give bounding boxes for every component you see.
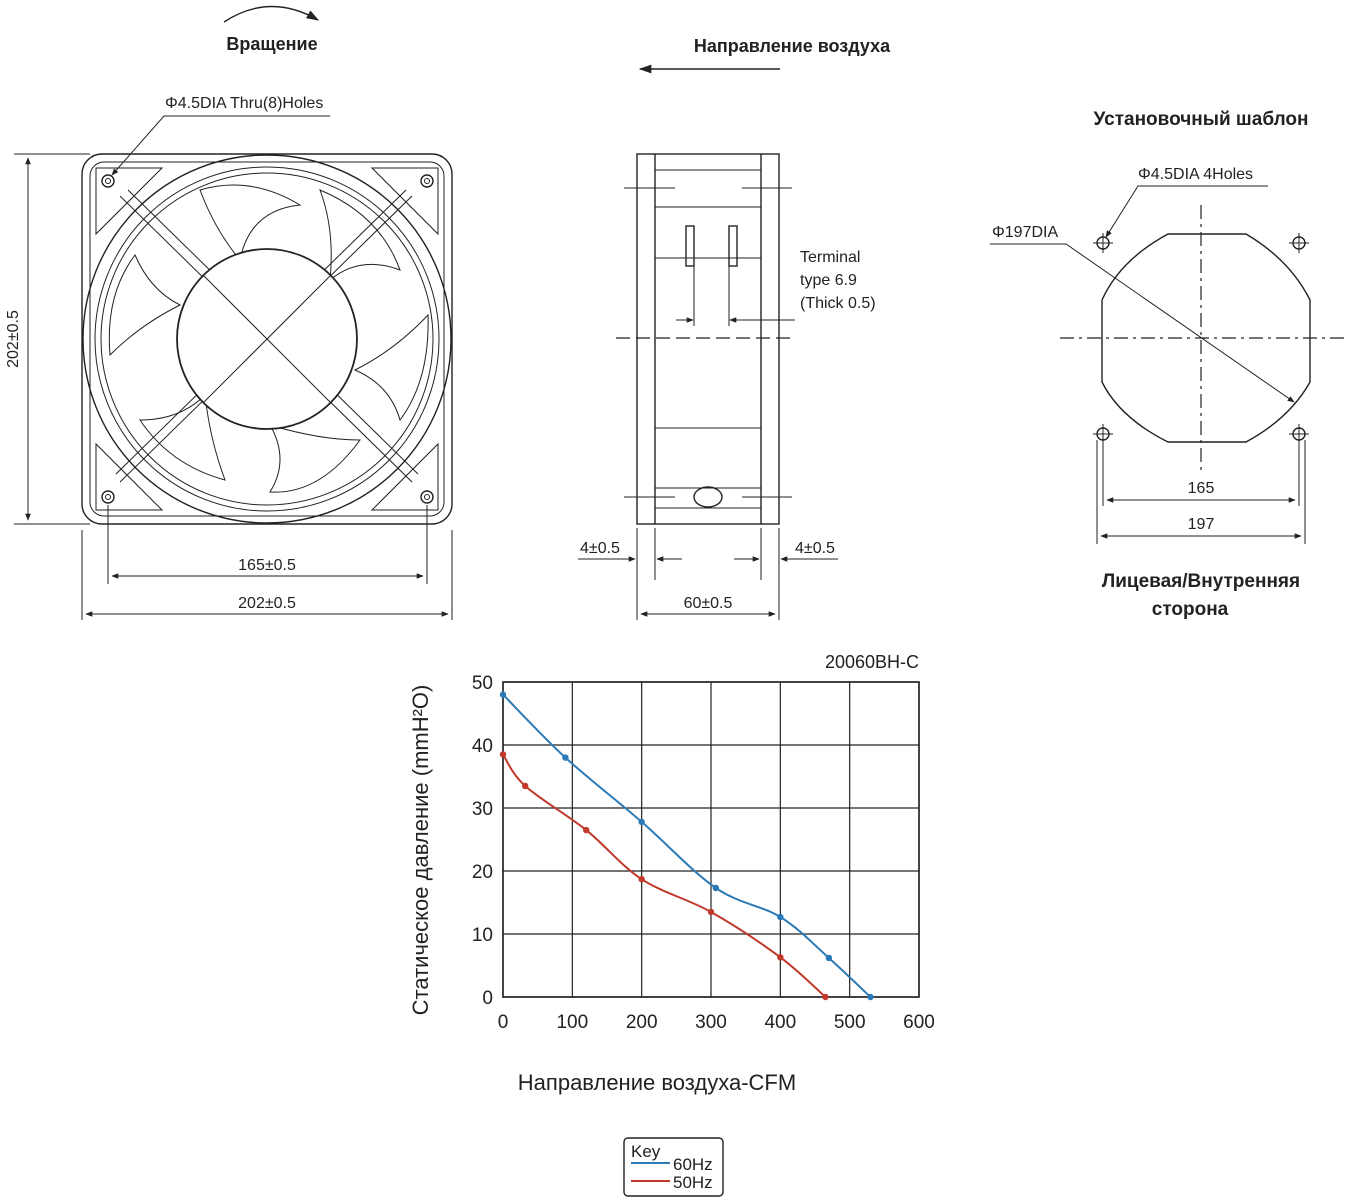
template-hole-spacing-dim: 165 (1187, 480, 1215, 497)
chart-ylabel: Статическое давление (mmH²O) (408, 684, 433, 1016)
data-point-50hz (708, 909, 714, 915)
terminal-label-line1: Terminal (800, 249, 861, 266)
series-line-50hz (503, 754, 825, 997)
template-title: Установочный шаблон (1093, 109, 1309, 130)
y-tick-label: 30 (471, 799, 493, 820)
data-point-60hz (562, 754, 568, 760)
chart-ticks (472, 673, 935, 1033)
template-side-label-line1: Лицевая/Внутренняя (1101, 571, 1301, 592)
performance-chart (408, 652, 935, 1196)
front-width-dim: 202±0.5 (238, 595, 296, 612)
data-point-60hz (500, 691, 506, 697)
chart-title: 20060BH-C (824, 652, 919, 672)
terminal-label-line2: type 6.9 (800, 272, 857, 289)
chart-xlabel: Направление воздуха-CFM (517, 1070, 797, 1095)
x-tick-label: 600 (903, 1012, 935, 1033)
fan-side-body (637, 154, 779, 524)
x-tick-label: 0 (497, 1012, 509, 1033)
rotation-label: Вращение (226, 34, 318, 54)
y-tick-label: 50 (471, 673, 493, 694)
front-holes-label: Φ4.5DIA Thru(8)Holes (165, 95, 324, 112)
legend-title: Key (631, 1142, 661, 1161)
series-line-60hz (503, 695, 870, 997)
y-tick-label: 40 (471, 736, 493, 757)
data-point-50hz (777, 954, 783, 960)
data-point-50hz (822, 994, 828, 1000)
terminal-pins (686, 226, 694, 266)
x-tick-label: 300 (695, 1012, 727, 1033)
front-hole-spacing-dim: 165±0.5 (238, 557, 296, 574)
y-tick-label: 10 (471, 925, 493, 946)
data-point-50hz (500, 751, 506, 757)
data-point-50hz (638, 876, 644, 882)
side-depth-dim: 60±0.5 (683, 595, 733, 612)
front-view (5, 6, 452, 620)
terminal-label-line3: (Thick 0.5) (800, 295, 876, 312)
x-tick-label: 200 (625, 1012, 658, 1033)
data-point-50hz (583, 827, 589, 833)
data-point-60hz (826, 955, 832, 961)
side-view (578, 36, 891, 620)
x-tick-label: 500 (833, 1012, 866, 1033)
flange-right-dim: 4±0.5 (795, 540, 835, 557)
legend-label-60hz: 60Hz (673, 1155, 713, 1174)
data-point-50hz (522, 783, 528, 789)
mounting-template (990, 109, 1346, 620)
data-point-60hz (638, 819, 644, 825)
airflow-label: Направление воздуха (693, 36, 891, 56)
legend-label-50hz: 50Hz (673, 1173, 713, 1192)
chart-grid (503, 682, 919, 997)
chart-series (500, 691, 874, 1000)
data-point-60hz (713, 885, 719, 891)
template-holes-label: Φ4.5DIA 4Holes (1138, 166, 1254, 183)
x-tick-label: 400 (764, 1012, 797, 1033)
chart-legend (624, 1138, 723, 1196)
x-tick-label: 100 (556, 1012, 589, 1033)
front-height-dim: 202±0.5 (5, 310, 22, 368)
y-tick-label: 20 (471, 862, 493, 883)
cutout-dia-label: Φ197DIA (992, 224, 1059, 241)
template-cutout-dim: 197 (1187, 516, 1215, 533)
data-point-60hz (777, 914, 783, 920)
rotation-arrow-icon (224, 6, 318, 22)
y-tick-label: 0 (482, 988, 493, 1009)
data-point-60hz (867, 994, 873, 1000)
flange-left-dim: 4±0.5 (580, 540, 620, 557)
template-side-label-line2: сторона (1151, 599, 1229, 620)
